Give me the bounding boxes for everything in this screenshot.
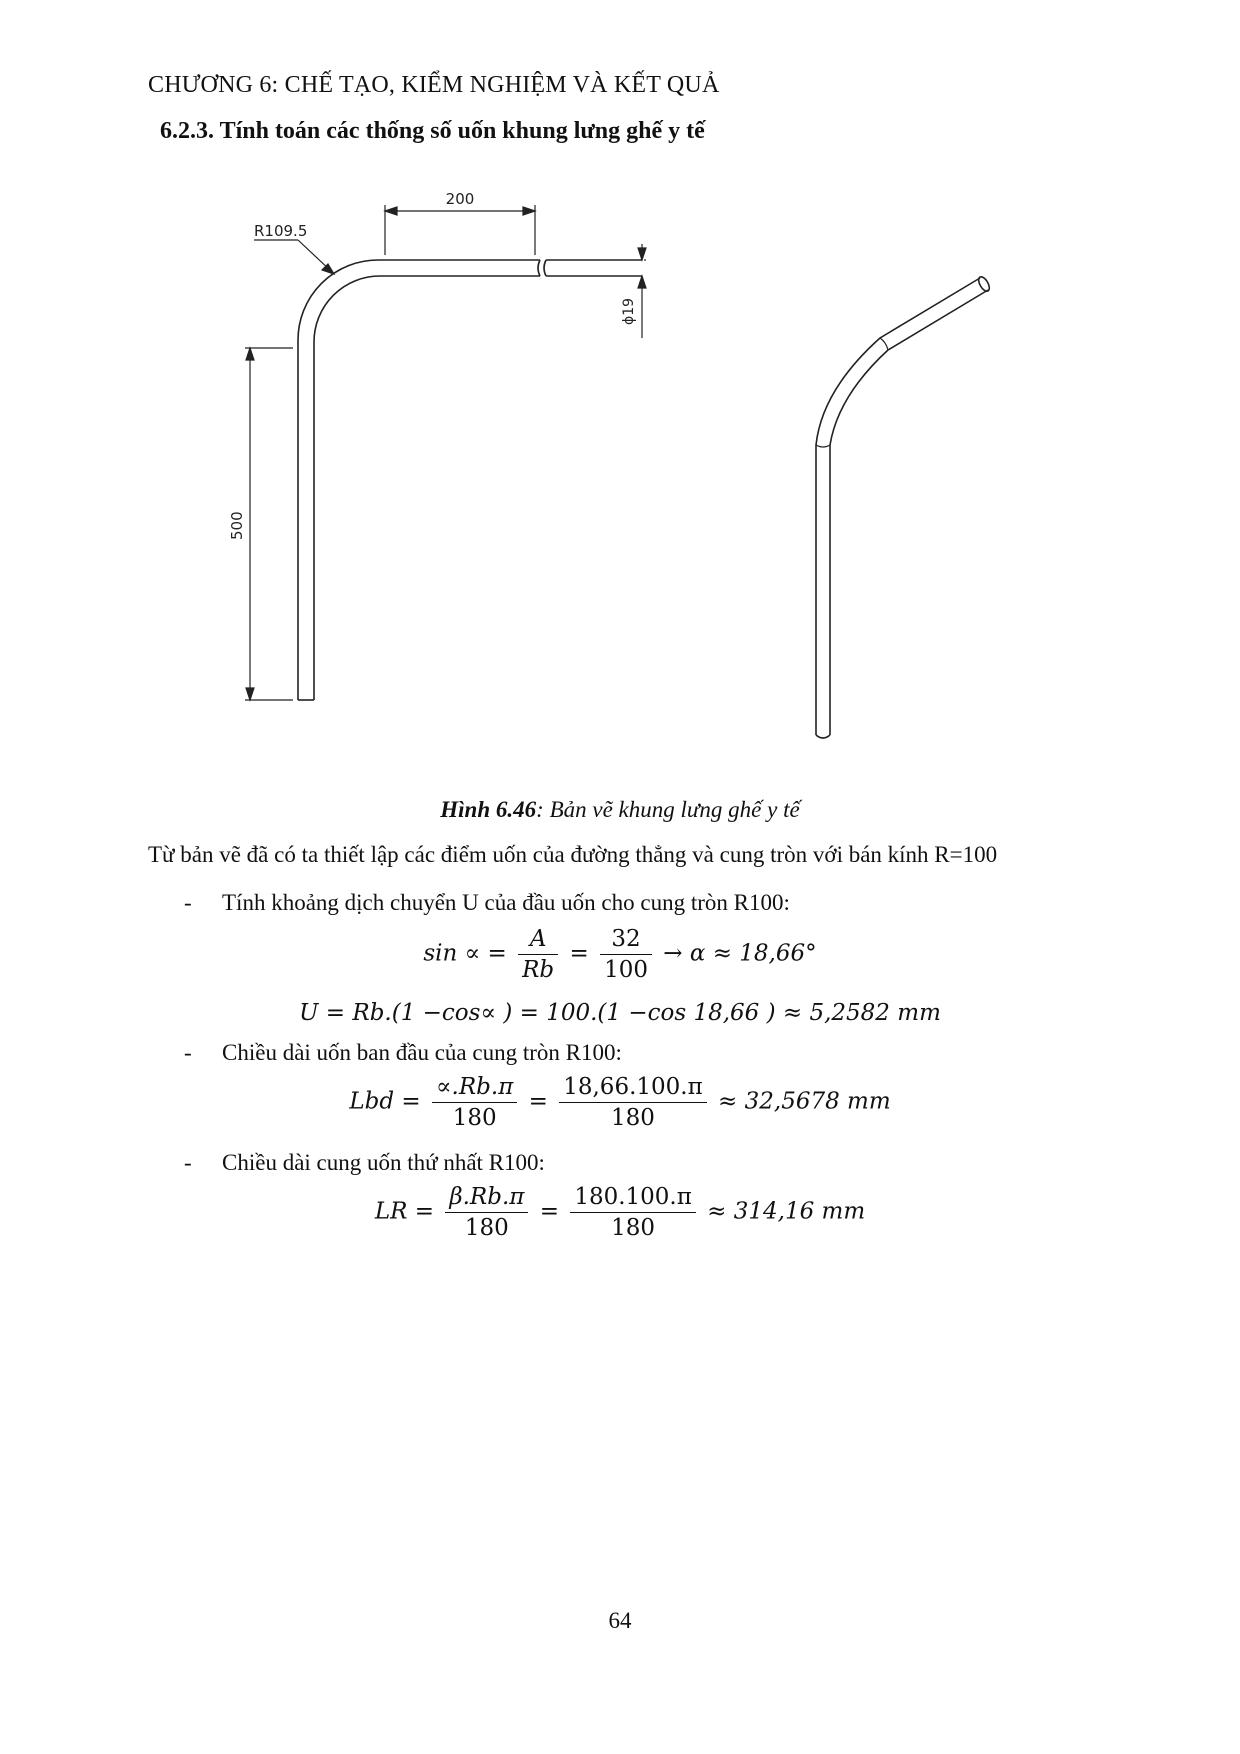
eq1-num1: A [518, 926, 558, 955]
bullet-item-1 [184, 890, 790, 916]
bullet-dash: - [184, 1040, 192, 1065]
eq1-fraction-2 [600, 926, 652, 983]
tube-profile [298, 260, 642, 700]
eq4-fraction-1 [445, 1184, 528, 1241]
caption-text: : Bản vẽ khung lưng ghế y tế [536, 797, 800, 822]
dimension-radius [254, 240, 334, 274]
tube-inner-edge [314, 276, 540, 700]
eq1-den1: Rb [522, 957, 555, 983]
iso-tube-left-edge [816, 278, 980, 735]
dim-500-label: 500 [228, 511, 246, 540]
dimension-200 [385, 205, 535, 255]
eq3-den2: 180 [611, 1105, 655, 1131]
eq3-fraction-1 [432, 1074, 517, 1131]
tube-outer-edge [298, 260, 540, 700]
bullet-item-3 [184, 1150, 545, 1176]
dim-diameter-label: ϕ19 [621, 297, 637, 325]
iso-bend-end-line [880, 338, 888, 350]
eq1-fraction-1 [518, 926, 558, 983]
eq3-fraction-2 [559, 1074, 706, 1131]
dim-200-label: 200 [445, 190, 475, 208]
iso-tube-top-cap [977, 275, 992, 293]
eq3-result: ≈ 32,5678 mm [718, 1088, 891, 1115]
figure-caption [0, 797, 1240, 823]
iso-tube-bottom-cap [816, 735, 830, 738]
equation-lbd: Lbd = $\frac{\propto.Rb.\pi}{180}$ = $\frac{18,66.100.\pi}{180}$ ≈ 32,5678 mm [349, 1074, 891, 1131]
eq4-num2: 180.100.π [570, 1184, 696, 1213]
chapter-heading: CHƯƠNG 6: CHẾ TẠO, KIỂM NGHIỆM VÀ KẾT QUẢ [148, 72, 720, 98]
eq3-num1: ∝.Rb.π [432, 1074, 517, 1103]
eq4-den1: 180 [464, 1215, 509, 1241]
eq3-num2: 18,66.100.π [559, 1074, 706, 1103]
bent-tube-drawing [0, 0, 1240, 790]
dimension-diameter [638, 244, 646, 338]
equation-sin-alpha: sin ∝ = $\frac{A}{Rb}$ = $\frac{32}{100}$ → α ≈ 18,66° [423, 926, 817, 983]
iso-bend-start-line [816, 445, 830, 447]
eq1-lhs: sin ∝ = [423, 940, 507, 967]
eq4-num1: β.Rb.π [445, 1184, 528, 1213]
equation-lr: LR = $\frac{\beta.Rb.\pi}{180}$ = $\frac{180.100.\pi}{180}$ ≈ 314,16 mm [374, 1184, 866, 1241]
eq1-result: → α ≈ 18,66° [663, 940, 817, 967]
dim-radius-label: R109.5 [254, 222, 308, 240]
intro-paragraph: Từ bản vẽ đã có ta thiết lập các điểm uốn của đường thẳng và cung tròn với bán kính R=100 [148, 842, 998, 867]
eq4-lhs: LR = [374, 1198, 435, 1225]
break-mark-left [538, 260, 540, 276]
bullet-text: Chiều dài uốn ban đầu của cung tròn R100: [222, 1040, 622, 1065]
eq1-num2: 32 [600, 926, 652, 955]
bullet-item-2 [184, 1040, 622, 1066]
break-mark-right [544, 260, 546, 276]
bullet-dash: - [184, 1150, 192, 1175]
eq3-den1: 180 [452, 1105, 497, 1131]
eq3-lhs: Lbd = [349, 1088, 421, 1115]
eq4-result: ≈ 314,16 mm [707, 1198, 866, 1225]
dimension-500 [245, 348, 293, 700]
bullet-dash: - [184, 890, 192, 915]
bullet-text: Chiều dài cung uốn thứ nhất R100: [222, 1150, 545, 1175]
eq4-fraction-2 [570, 1184, 696, 1241]
eq1-den2: 100 [604, 957, 648, 983]
eq4-den2: 180 [611, 1215, 656, 1241]
caption-label: Hình 6.46 [440, 797, 537, 822]
iso-tube-right-edge [830, 290, 988, 735]
page-number: 64 [608, 1608, 632, 1633]
bullet-text: Tính khoảng dịch chuyển U của đầu uốn cho cung tròn R100: [222, 890, 790, 915]
isometric-tube [816, 275, 991, 738]
equation-u: U = Rb.(1 −cos∝ ) = 100.(1 −cos 18,66 ) ≈ 5,2582 mm [299, 1000, 941, 1026]
section-heading: 6.2.3. Tính toán các thống số uốn khung lưng ghế y tế [160, 118, 705, 144]
